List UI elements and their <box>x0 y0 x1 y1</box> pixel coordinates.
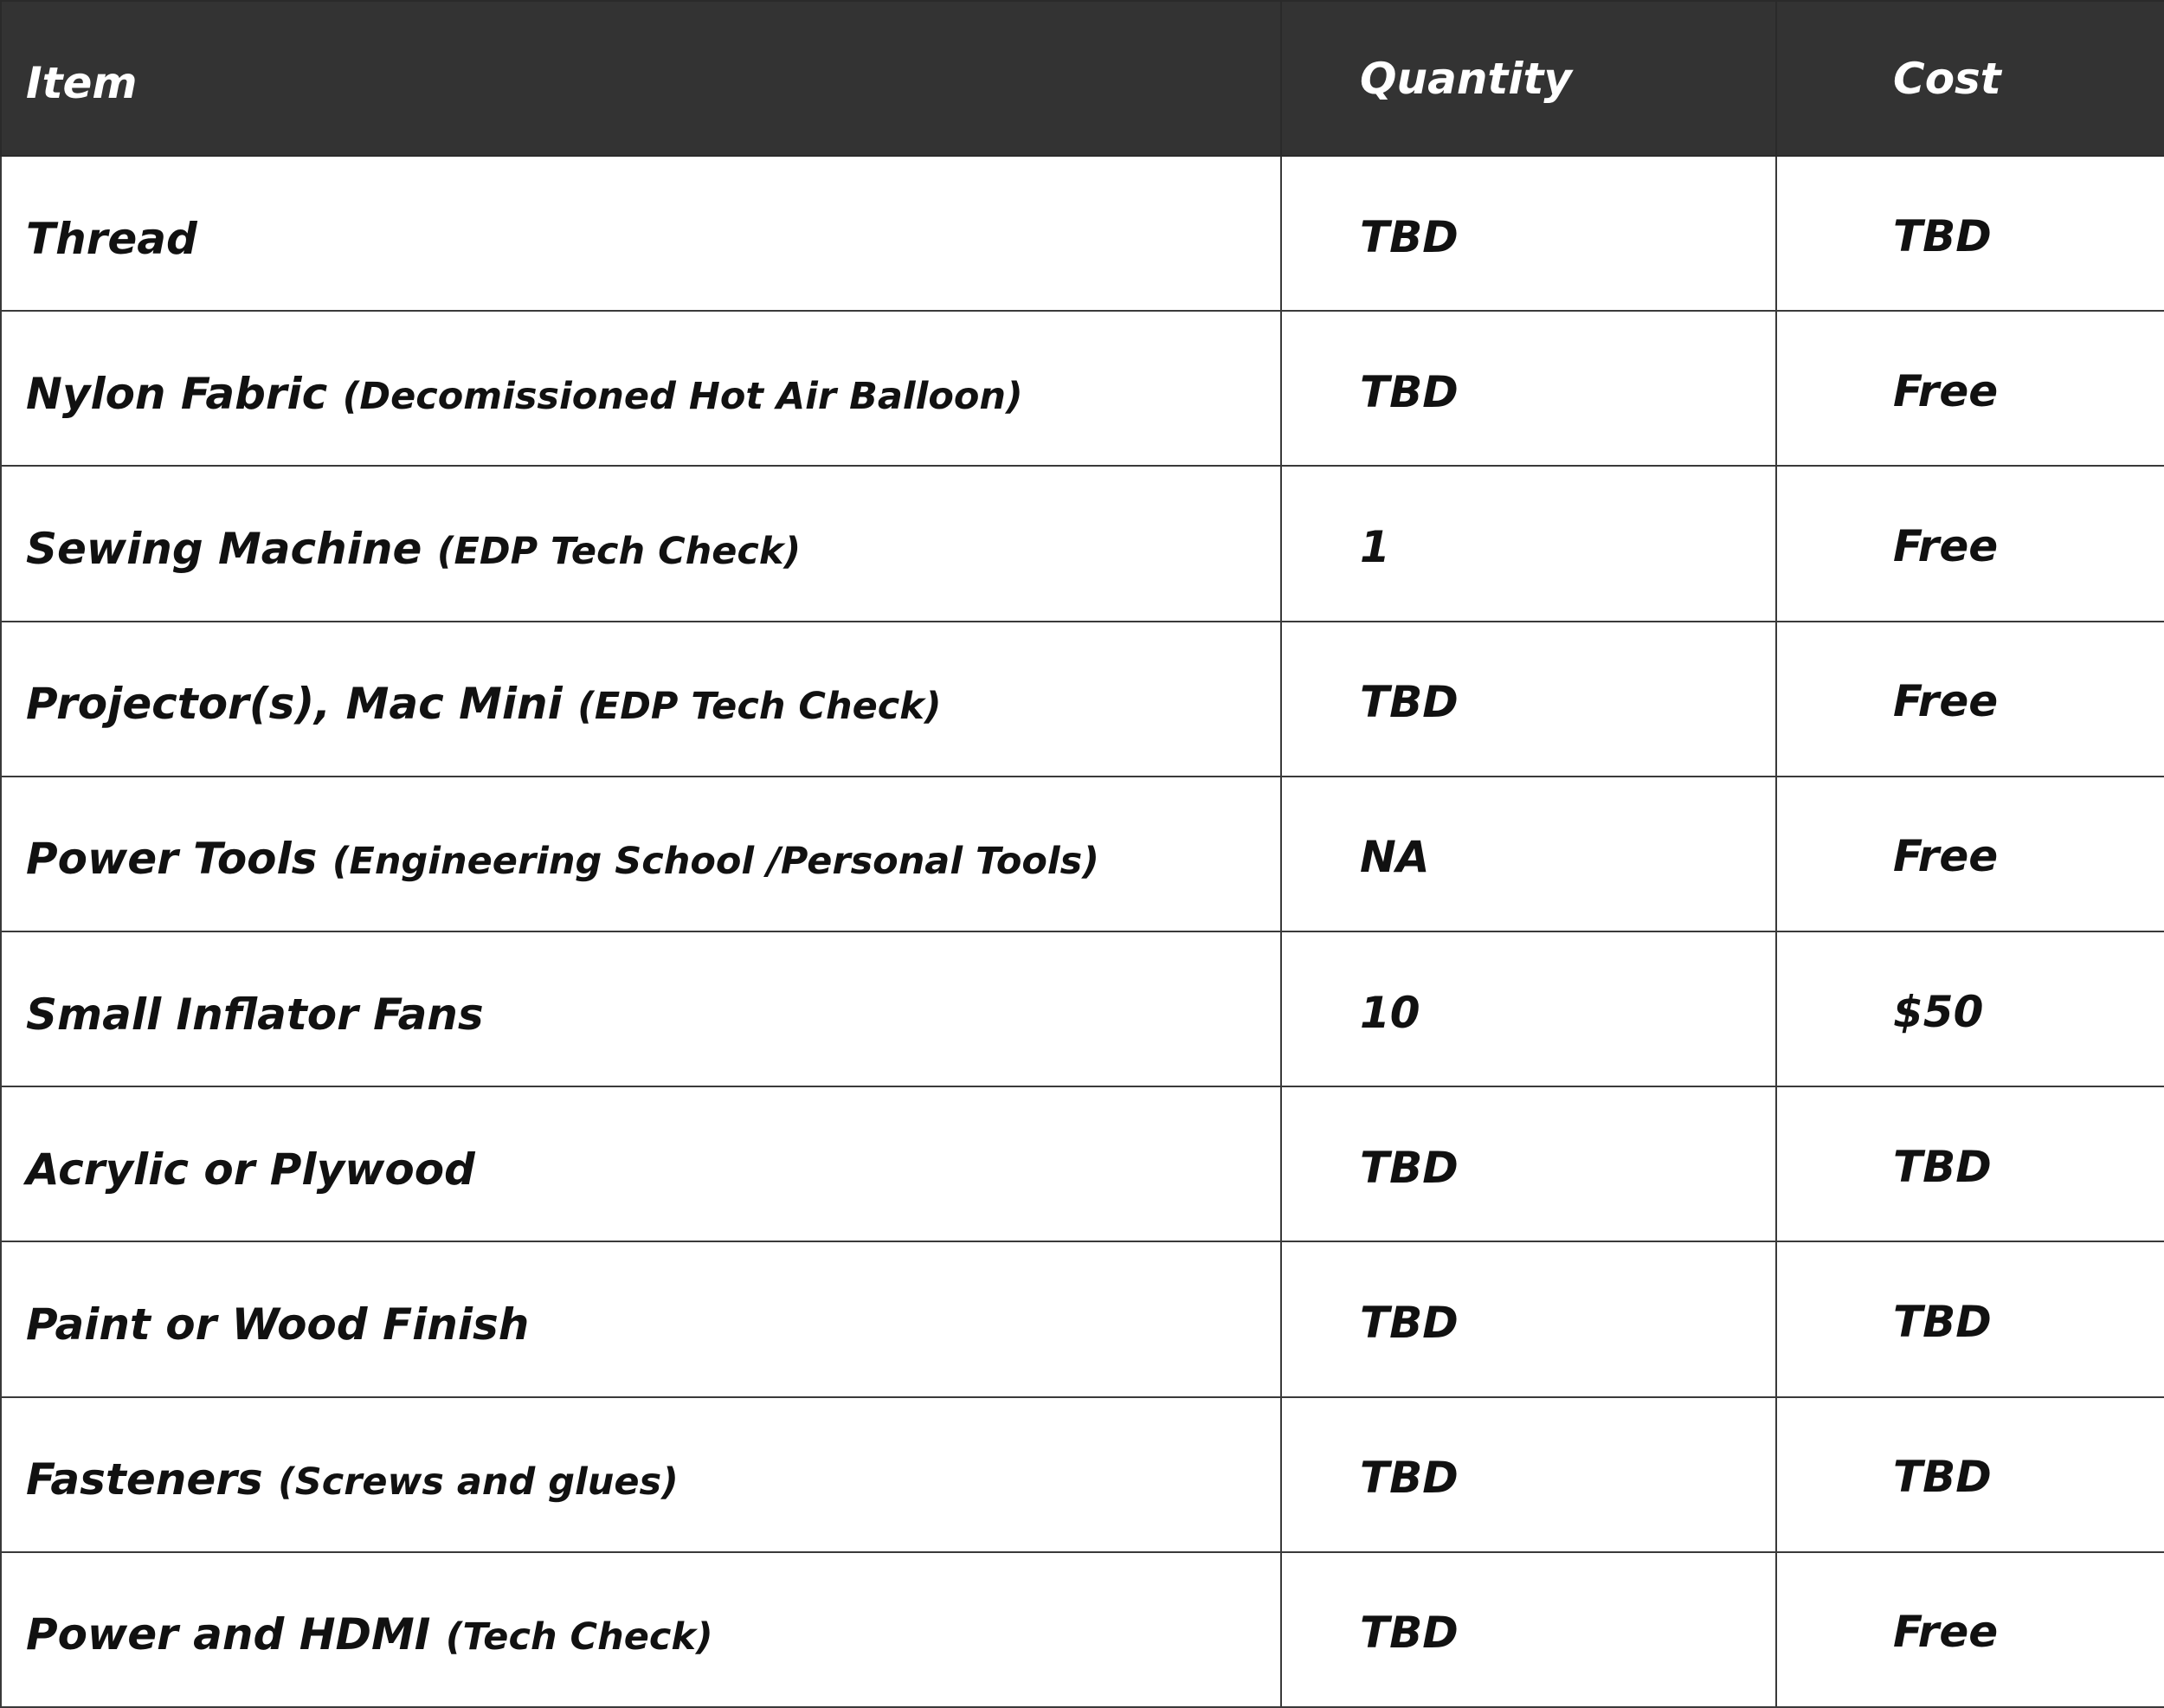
item-cell <box>1 1241 1281 1396</box>
quantity-cell: TBD <box>1281 156 1776 311</box>
item-name: Nylon Fabric <box>26 368 328 419</box>
table-row <box>1 1397 2164 1552</box>
item-name: Fasteners <box>26 1454 263 1505</box>
quantity-cell: NA <box>1281 777 1776 931</box>
quantity-cell: TBD <box>1281 1397 1776 1552</box>
item-cell <box>1 931 1281 1086</box>
item-name: Power and HDMI <box>26 1609 431 1660</box>
cost-cell: Free <box>1776 622 2164 777</box>
cost-cell: TBD <box>1776 156 2164 311</box>
item-name: Sewing Machine <box>26 523 422 574</box>
table-row <box>1 622 2164 777</box>
table-row <box>1 311 2164 466</box>
table-header-row <box>1 1 2164 156</box>
cost-cell: TBD <box>1776 1086 2164 1241</box>
item-name: Power Tools <box>26 834 318 885</box>
table-row <box>1 156 2164 311</box>
item-name: Paint or Wood Finish <box>26 1299 530 1350</box>
table-row <box>1 466 2164 621</box>
item-cell <box>1 311 1281 466</box>
header-cost: Cost <box>1776 1 2164 156</box>
cost-cell: Free <box>1776 777 2164 931</box>
quantity-cell: TBD <box>1281 1086 1776 1241</box>
item-cell <box>1 1086 1281 1241</box>
item-note: (EDP Tech Check) <box>577 685 942 729</box>
cost-cell: Free <box>1776 311 2164 466</box>
item-cell <box>1 1397 1281 1552</box>
cost-cell: Free <box>1776 466 2164 621</box>
quantity-cell: TBD <box>1281 1552 1776 1707</box>
cost-cell: TBD <box>1776 1397 2164 1552</box>
table-row <box>1 1086 2164 1241</box>
item-cell <box>1 777 1281 931</box>
item-name: Acrylic or Plywood <box>26 1144 475 1195</box>
quantity-cell: 10 <box>1281 931 1776 1086</box>
item-note: (Engineering School /Personal Tools) <box>332 840 1099 884</box>
item-name: Projector(s), Mac Mini <box>26 679 563 730</box>
item-note: (Tech Check) <box>445 1615 713 1660</box>
table-row <box>1 1241 2164 1396</box>
table-row <box>1 777 2164 931</box>
item-cell <box>1 1552 1281 1707</box>
item-note: (Decomissioned Hot Air Balloon) <box>342 374 1023 418</box>
cost-cell: $50 <box>1776 931 2164 1086</box>
table-row <box>1 1552 2164 1707</box>
item-cell <box>1 156 1281 311</box>
item-note: (EDP Tech Check) <box>436 529 802 573</box>
quantity-cell: TBD <box>1281 622 1776 777</box>
quantity-cell: TBD <box>1281 1241 1776 1396</box>
quantity-cell: TBD <box>1281 311 1776 466</box>
quantity-cell: 1 <box>1281 466 1776 621</box>
item-cell <box>1 622 1281 777</box>
header-item: Item <box>1 1 1281 156</box>
item-cell <box>1 466 1281 621</box>
table-row <box>1 931 2164 1086</box>
item-name: Small Inflator Fans <box>26 989 484 1040</box>
item-note: (Screws and glues) <box>278 1460 679 1505</box>
item-name: Thread <box>26 213 197 264</box>
header-quantity: Quantity <box>1281 1 1776 156</box>
cost-cell: TBD <box>1776 1241 2164 1396</box>
cost-cell: Free <box>1776 1552 2164 1707</box>
